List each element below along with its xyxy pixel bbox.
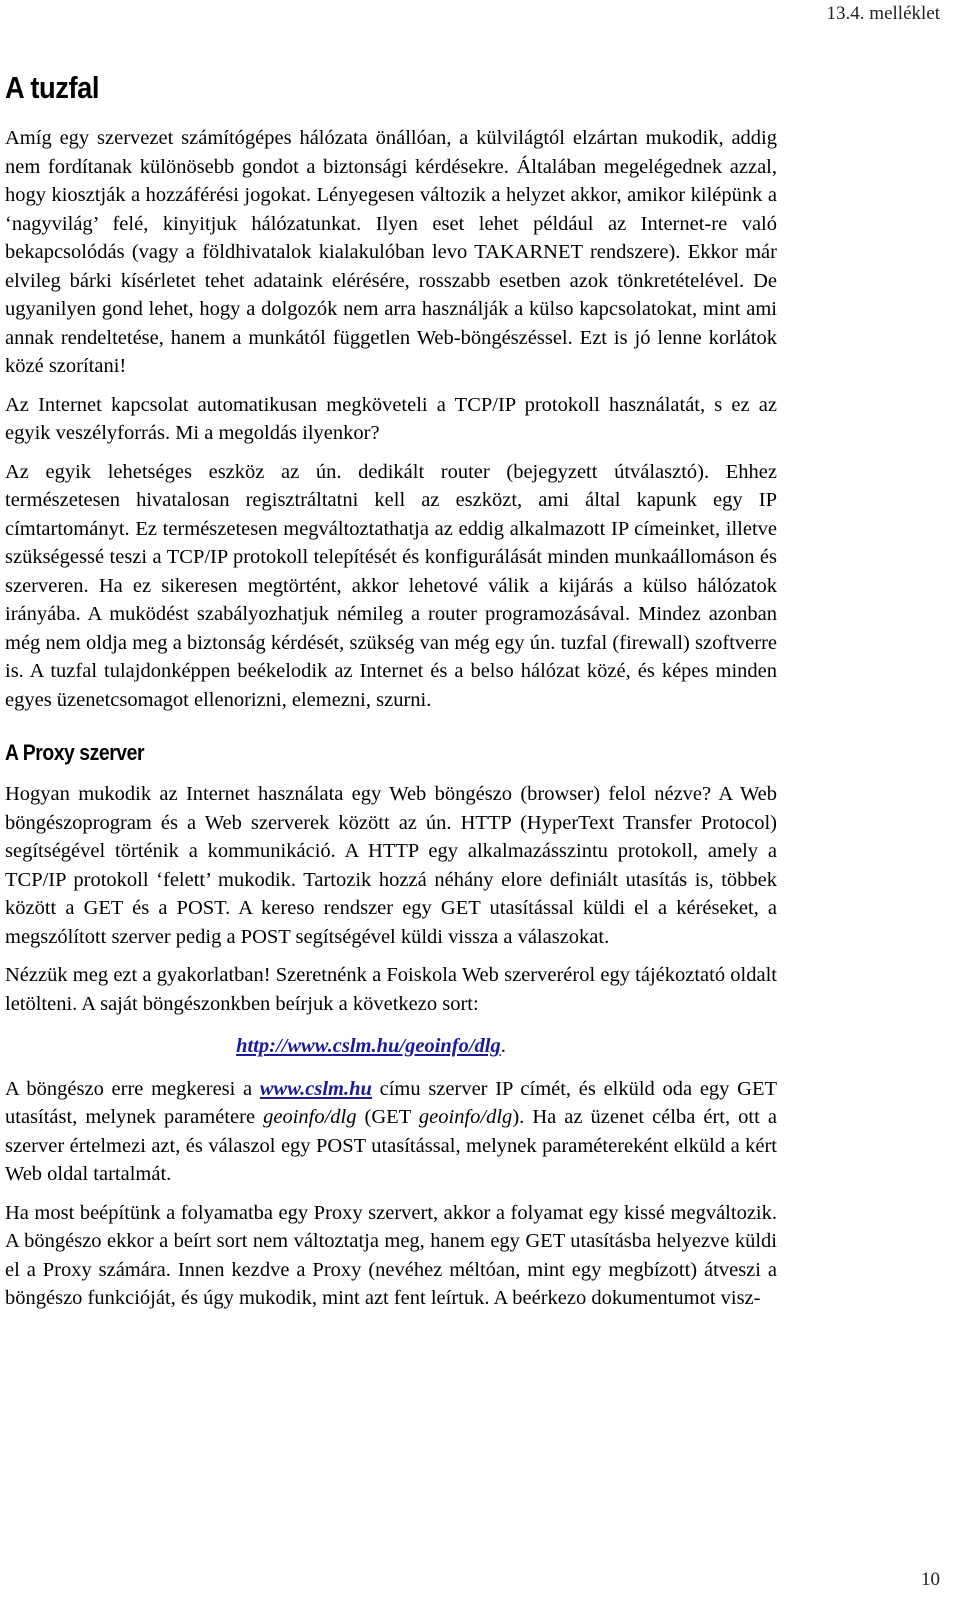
- firewall-paragraph-1: Amíg egy szervezet számítógépes hálózata önállóan, a külvilágtól elzártan mukodik, addig nem fordítanak különösebb gondot a biztonsági kérdésekre. Általában megelégednek azzal, hogy kiosztják a hozzáférési jogokat. Lényegesen változik a helyzet akkor, amikor kilépünk a ‘nagyvilág’ felé, kinyitjuk hálózatunkat. Ilyen eset lehet például az Internet-re való bekapcsolódás (vagy a földhivatalok kialakulóban levo TAKARNET rendszere). Ekkor már elvileg bárki kísérletet tehet adataink elérésére, rosszabb esetben azok tönkretételével. De ugyanilyen gond lehet, hogy a dolgozók nem arra használják a külso kapcsolatokat, mint ami annak rendeltetése, hanem a munkától független Web-böngészéssel. Ezt is jó lenne korlátok közé szorítani!: [5, 127, 777, 377]
- example-url-link[interactable]: http://www.cslm.hu/geoinfo/dlg: [236, 1035, 501, 1057]
- get-parameter-repeat: geoinfo/dlg: [418, 1106, 513, 1128]
- document-body: [5, 70, 777, 1323]
- p3-text-b: címu szerver IP címét, és elküld oda egy GET utasítást, melynek paramétere: [5, 1077, 777, 1128]
- proxy-paragraph-3: [5, 1075, 777, 1189]
- proxy-paragraph-1: Hogyan mukodik az Internet használata egy Web böngészo (browser) felol nézve? A Web böngészoprogram és a Web szerverek között az ún. HTTP (HyperText Transfer Protocol) segítségével történik a kommunikáció. A HTTP egy alkalmazásszintu protokoll, amely a TCP/IP protokoll ‘felett’ mukodik. Tartozik hozzá néhány elore definiált utasítás is, többek között a GET és a POST. A kereso rendszer egy GET utasítással küldi el a kéréseket, a megszólított szerver pedig a POST segítségével küldi vissza a válaszokat.: [5, 783, 777, 948]
- annex-label: 13.4. melléklet: [826, 3, 940, 24]
- firewall-paragraph-2: Az Internet kapcsolat automatikusan megköveteli a TCP/IP protokoll használatát, s ez az egyik veszélyforrás. Mi a megoldás ilyenkor?: [5, 393, 777, 444]
- p3-text-c: (GET: [356, 1106, 419, 1128]
- section-title-proxy: A Proxy szerver: [5, 740, 145, 765]
- url-trailing-period: .: [500, 1035, 506, 1057]
- p3-text-d: ). Ha az üzenet célba ért, ott a szerver értelmezi azt, és válaszol egy POST utasítással, melynek paramétereként elküld a kért Web oldal tartalmát.: [5, 1106, 777, 1185]
- proxy-paragraph-4: Ha most beépítünk a folyamatba egy Proxy szervert, akkor a folyamat egy kissé megváltozik. A böngészo ekkor a beírt sort nem változtatja meg, hanem egy GET utasításba helyezve küldi el a Proxy számára. Innen kezdve a Proxy (nevéhez méltóan, mint egy megbízott) átveszi a böngészo funkcióját, és úgy mukodik, mint azt fent leírtuk. A beérkezo dokumentumot visz-: [5, 1201, 777, 1309]
- url-line: [5, 1032, 777, 1061]
- cslm-host-link[interactable]: www.cslm.hu: [259, 1077, 372, 1100]
- p3-text-a: A böngészo erre megkeresi a: [5, 1077, 260, 1100]
- section-title-firewall: A tuzfal: [5, 70, 99, 105]
- page-number: 10: [921, 1569, 940, 1590]
- proxy-paragraph-2: Nézzük meg ezt a gyakorlatban! Szeretnénk a Foiskola Web szerverérol egy tájékoztató oldalt letölteni. A saját böngészonkben beírjuk a következo sort:: [5, 964, 777, 1015]
- firewall-paragraph-3: Az egyik lehetséges eszköz az ún. dedikált router (bejegyzett útválasztó). Ehhez természetesen hivatalosan regisztráltatni kell az eszközt, ami által kapunk egy IP címtartományt. Ez természetesen megváltoztathatja az eddig alkalmazott IP címeinket, illetve szükségessé teszi a TCP/IP protokoll telepítését és konfigurálását minden munkaállomáson és szerveren. Ha ez sikeresen megtörtént, akkor lehetové válik a kijárás a külso hálózatok irányába. A muködést szabályozhatjuk némileg a router programozásával. Mindez azonban még nem oldja meg a biztonság kérdését, szükség van még egy ún. tuzfal (firewall) szoftverre is. A tuzfal tulajdonképpen beékelodik az Internet és a belso hálózat közé, és képes minden egyes üzenetcsomagot ellenorizni, elemezni, szurni.: [5, 460, 777, 711]
- get-parameter: geoinfo/dlg: [263, 1106, 357, 1128]
